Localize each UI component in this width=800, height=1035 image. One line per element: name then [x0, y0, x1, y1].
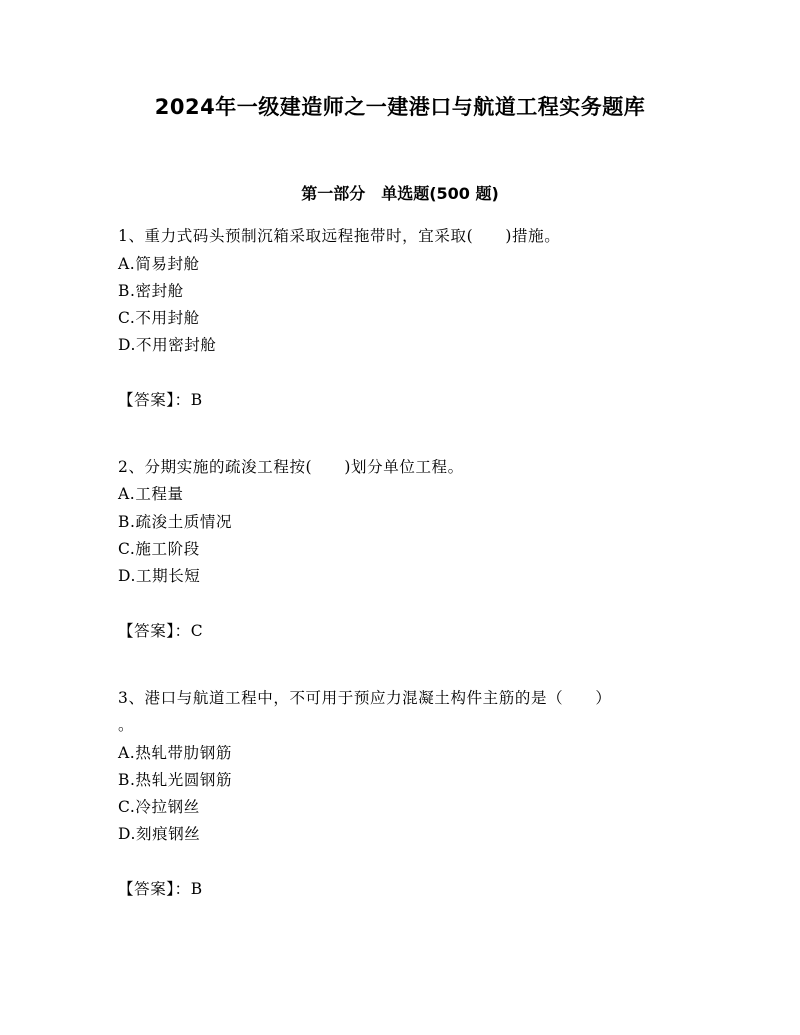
question-3-stem: 3、港口与航道工程中，不可用于预应力混凝土构件主筋的是（ ）	[118, 689, 612, 707]
question-2-option-c: C.施工阶段	[118, 540, 200, 558]
question-3-answer	[118, 877, 203, 901]
question-3-stem-continuation: 。	[118, 716, 135, 734]
answer-value: B	[190, 391, 203, 409]
question-2-option-b: B.疏浚土质情况	[118, 513, 233, 531]
section-title: 第一部分 单选题(500 题)	[301, 184, 499, 203]
question-2-option-a: A.工程量	[118, 485, 184, 503]
question-3-option-d: D.刻痕钢丝	[118, 825, 201, 843]
document-title: 2024年一级建造师之一建港口与航道工程实务题库	[154, 95, 646, 119]
question-3-option-c: C.冷拉钢丝	[118, 798, 200, 816]
question-3-option-a: A.热轧带肋钢筋	[118, 744, 232, 762]
question-3-option-b: B.热轧光圆钢筋	[118, 771, 233, 789]
answer-value: B	[190, 880, 203, 898]
question-1-option-b: B.密封舱	[118, 282, 184, 300]
question-2-option-d: D.工期长短	[118, 567, 201, 585]
question-2-answer	[118, 619, 203, 643]
question-1-option-d: D.不用密封舱	[118, 336, 217, 354]
answer-value: C	[190, 622, 204, 640]
answer-label: 【答案】：	[118, 391, 191, 409]
question-1-answer	[118, 388, 203, 412]
question-1-stem: 1、重力式码头预制沉箱采取远程拖带时，宜采取( )措施。	[118, 227, 561, 245]
question-1-option-c: C.不用封舱	[118, 309, 200, 327]
answer-label: 【答案】：	[118, 622, 191, 640]
answer-label: 【答案】：	[118, 880, 191, 898]
question-2-stem: 2、分期实施的疏浚工程按( )划分单位工程。	[118, 458, 464, 476]
question-1-option-a: A.简易封舱	[118, 255, 200, 273]
